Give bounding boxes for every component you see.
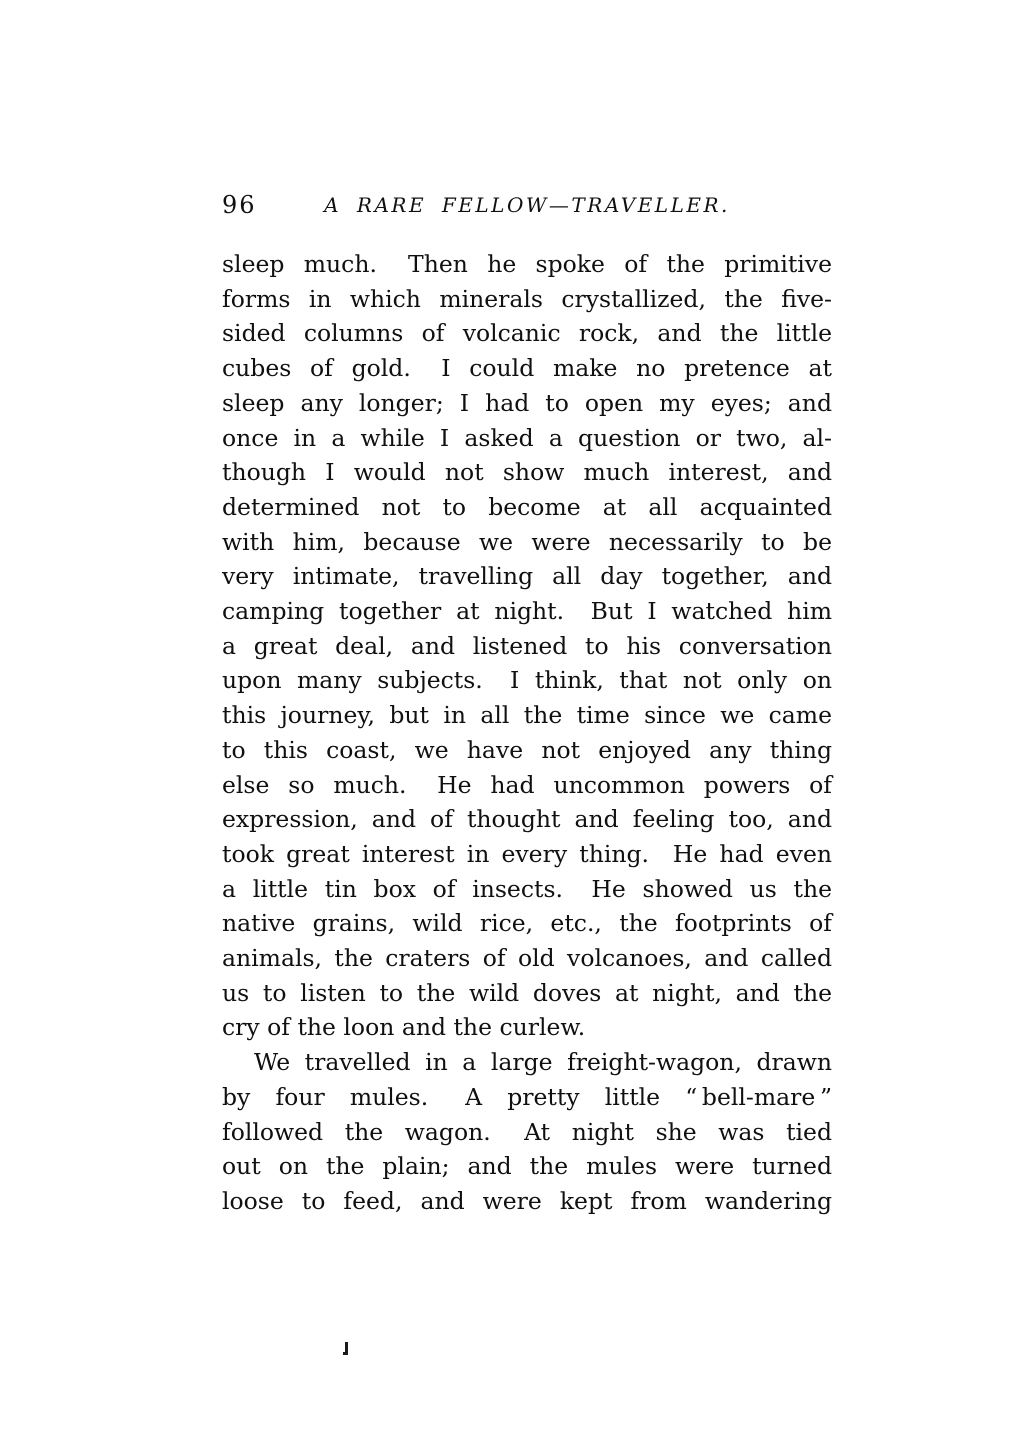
text-line: We travelled in a large freight-wagon, drawn [254, 1048, 832, 1077]
paragraph [222, 1045, 832, 1219]
paragraph [222, 247, 832, 1045]
text-line: this journey, but in all the time since we came [222, 701, 832, 730]
text-line: out on the plain; and the mules were turned [222, 1152, 832, 1181]
text-line: us to listen to the wild doves at night, and the [222, 978, 832, 1007]
text-line: once in a while I asked a question or two, al- [222, 423, 832, 452]
text-line: took great interest in every thing. He had even [222, 839, 832, 868]
text-line: a great deal, and listened to his conversation [222, 631, 832, 660]
ink-speck-artifact [345, 1342, 348, 1355]
text-line: cry of the loon and the curlew. [222, 1013, 586, 1042]
text-line: very intimate, travelling all day together, and [222, 562, 832, 591]
running-title: A RARE FELLOW—TRAVELLER. [324, 193, 730, 217]
text-line: else so much. He had uncommon powers of [222, 770, 832, 799]
text-line: camping together at night. But I watched him [222, 597, 832, 626]
text-line: animals, the craters of old volcanoes, and called [222, 944, 832, 973]
text-line: expression, and of thought and feeling too, and [222, 805, 832, 834]
text-line: followed the wagon. At night she was tied [222, 1117, 832, 1146]
text-line: determined not to become at all acquainted [222, 492, 832, 521]
text-line: with him, because we were necessarily to be [222, 527, 832, 556]
text-line: upon many subjects. I think, that not only on [222, 666, 832, 695]
text-line: a little tin box of insects. He showed us the [222, 874, 832, 903]
text-line: sleep much. Then he spoke of the primitive [222, 250, 832, 278]
page-number: 96 [222, 191, 257, 219]
text-line: loose to feed, and were kept from wandering [222, 1186, 832, 1215]
text-line: though I would not show much interest, and [222, 458, 832, 487]
text-line: by four mules. A pretty little “ bell-mare ” [222, 1082, 832, 1111]
page-header [222, 190, 832, 222]
text-line: cubes of gold. I could make no pretence at [222, 354, 832, 383]
text-line: sleep any longer; I had to open my eyes; and [222, 388, 832, 417]
text-line: sided columns of volcanic rock, and the little [222, 319, 832, 348]
body-text [222, 247, 832, 1219]
text-line: to this coast, we have not enjoyed any thing [222, 735, 832, 764]
text-line: forms in which minerals crystallized, the five- [222, 284, 832, 313]
text-line: native grains, wild rice, etc., the footprints of [222, 909, 832, 938]
